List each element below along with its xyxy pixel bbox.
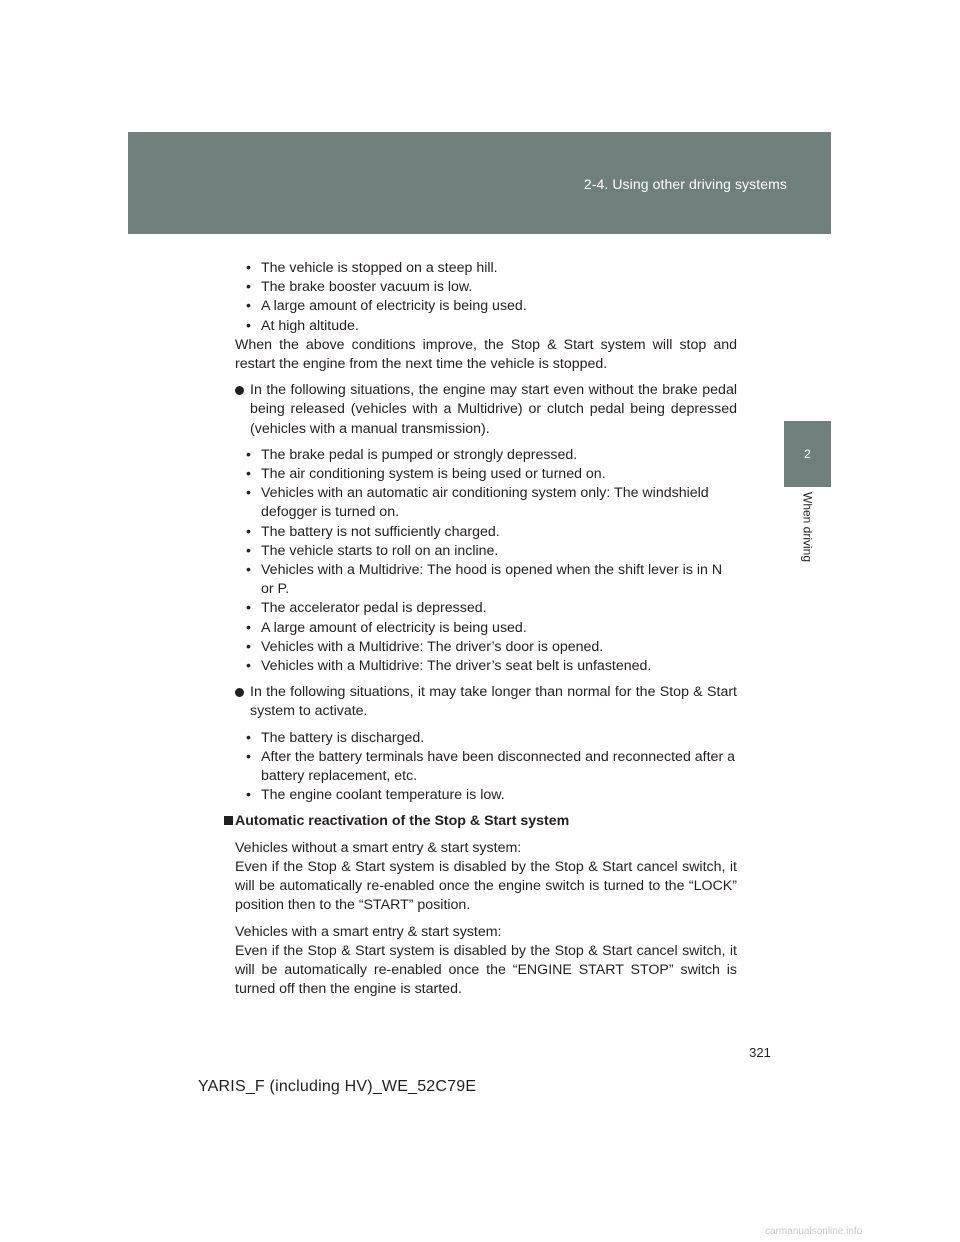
list-item: • A large amount of electricity is being used.	[246, 298, 527, 315]
list-item: • The vehicle is stopped on a steep hill.	[246, 260, 498, 276]
list-item: • The brake booster vacuum is low.	[246, 279, 473, 296]
header-band	[128, 132, 831, 234]
section-title: 2-4. Using other driving systems	[583, 176, 787, 192]
list-item: • The battery is not sufficiently charged.	[246, 523, 500, 540]
list-item: • Vehicles with a Multidrive: The driver’s seat belt is unfastened.	[246, 658, 652, 675]
disc-bullet-icon	[235, 386, 244, 395]
list-2	[235, 446, 737, 676]
note-item: In the following situations, the engine may start even without the brake pedal being released (vehicles with a Multidrive) or clutch pedal being depressed (vehicles with a manual transmission).	[235, 381, 737, 439]
list-item: • Vehicles with an automatic air conditioning system only: The windshield defogger is turned on.	[246, 485, 709, 521]
paragraph: Even if the Stop & Start system is disabled by the Stop & Start cancel switch, it will be automatically re-enabled once the “ENGINE START STOP” switch is turned off then the engine is started.	[235, 942, 737, 998]
section-heading: Automatic reactivation of the Stop & Start system	[235, 812, 737, 831]
page-number: 321	[749, 1045, 771, 1060]
list-item: • The engine coolant temperature is low.	[246, 787, 505, 804]
paragraph: Even if the Stop & Start system is disabled by the Stop & Start cancel switch, it will be automatically re-enabled once the engine switch is turned to the “LOCK” position then to the “START” position.	[235, 858, 737, 914]
sub-title: Vehicles without a smart entry & start system:	[235, 839, 522, 856]
disc-bullet-icon	[235, 688, 244, 697]
note-item: In the following situations, it may take longer than normal for the Stop & Start system to activate.	[235, 683, 737, 721]
list-item: • The battery is discharged.	[246, 729, 425, 746]
sub-title: Vehicles with a smart entry & start system:	[235, 923, 502, 940]
list-item: • The brake pedal is pumped or strongly depressed.	[246, 446, 578, 463]
list-item: • Vehicles with a Multidrive: The hood is opened when the shift lever is in N or P.	[246, 562, 723, 598]
page-content	[235, 259, 737, 999]
list-item: • The vehicle starts to roll on an incline.	[246, 542, 499, 559]
square-bullet-icon	[224, 816, 233, 825]
watermark: carmanualsonline.info	[765, 1226, 863, 1237]
list-3	[235, 729, 737, 806]
list-1	[235, 259, 737, 336]
list-item: • Vehicles with a Multidrive: The driver’s door is opened.	[246, 638, 604, 655]
list-item: • The air conditioning system is being used or turned on.	[246, 466, 606, 483]
chapter-tab: 2	[784, 421, 831, 487]
chapter-label: When driving	[800, 492, 815, 563]
list-item: • A large amount of electricity is being used.	[246, 619, 527, 636]
list-item: • After the battery terminals have been disconnected and reconnected after a battery replacement, etc.	[246, 748, 735, 785]
list-item: • The accelerator pedal is depressed.	[246, 600, 487, 617]
paragraph: When the above conditions improve, the Stop & Start system will stop and restart the engine from the next time the vehicle is stopped.	[235, 336, 737, 373]
footer-code: YARIS_F (including HV)_WE_52C79E	[198, 1078, 477, 1095]
list-item: • At high altitude.	[246, 317, 359, 334]
